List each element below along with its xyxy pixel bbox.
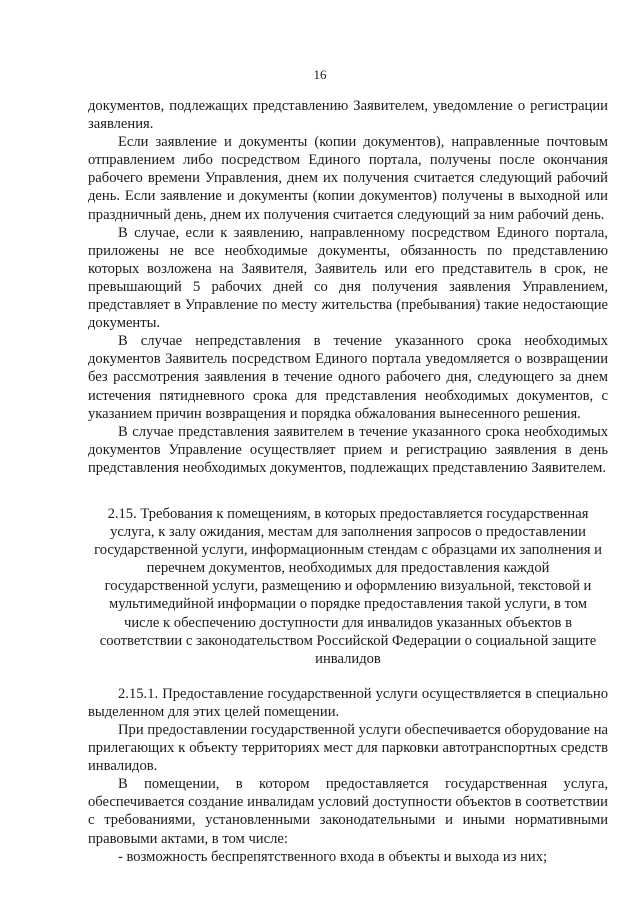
- paragraph-accessibility: В помещении, в котором предоставляется государственная услуга, обеспечивается создание инвалидам условий доступности объектов в соответствии с требованиями, установленными законодательными и иными нормативными правовыми актами, в том числе:: [88, 776, 608, 847]
- paragraph-missing-documents: В случае, если к заявлению, направленному посредством Единого портала, приложены не все необходимые документы, обязанность по представлению которых возложена на Заявителя, Заявитель или его представитель в срок, не превышающий 5 рабочих дней со дня получения заявления Управлением, представляет в Управление по месту жительства (пребывания) такие недостающие документы.: [88, 224, 608, 332]
- paragraph-non-submission: В случае непредставления в течение указанного срока необходимых документов Заявитель посредством Единого портала уведомляется о возвращении без рассмотрения заявления в течение одного рабочего дня, следующего за днем истечения пятидневного срока для представления необходимых документов, с указанием причин возвращения и порядка обжалования вынесенного решения.: [88, 333, 608, 422]
- document-body: [88, 97, 608, 866]
- paragraph-2-15-1: 2.15.1. Предоставление государственной услуги осуществляется в специально выделенном для этих целей помещении.: [88, 685, 608, 720]
- list-item-entrance: - возможность беспрепятственного входа в объекты и выхода из них;: [118, 848, 548, 865]
- page-number: 16: [313, 67, 327, 82]
- paragraph-receipt-time: Если заявление и документы (копии документов), направленные почтовым отправлением либо посредством Единого портала, получены после окончания рабочего времени Управления, днем их получения считается следующий рабочий день. Если заявление и документы (копии документов) получены в выходной или праздничный день, днем их получения считается следующий за ним рабочий день.: [88, 134, 608, 223]
- paragraph-submission: В случае представления заявителем в течение указанного срока необходимых документов Управление осуществляет прием и регистрацию заявления в день представления необходимых документов, подлежащих представлению Заявителем.: [88, 423, 608, 476]
- paragraph-continuation: документов, подлежащих представлению Заявителем, уведомление о регистрации заявления.: [88, 98, 608, 133]
- section-heading-2-15: 2.15. Требования к помещениям, в которых предоставляется государственная услуга, к залу ожидания, местам для заполнения запросов о предоставлении государственной услуги, информационным стендам с образцами их заполнения и перечнем документов, необходимых для предоставления каждой государственной услуги, размещению и оформлению визуальной, текстовой и мультимедийной информации о порядке предоставления такой услуги, в том числе к обеспечению доступности для инвалидов указанных объектов в соответствии с законодательством Российской Федерации о социальной защите инвалидов: [94, 505, 602, 667]
- paragraph-parking: При предоставлении государственной услуги обеспечивается оборудование на прилегающих к объекту территориях мест для парковки автотранспортных средств инвалидов.: [88, 722, 608, 775]
